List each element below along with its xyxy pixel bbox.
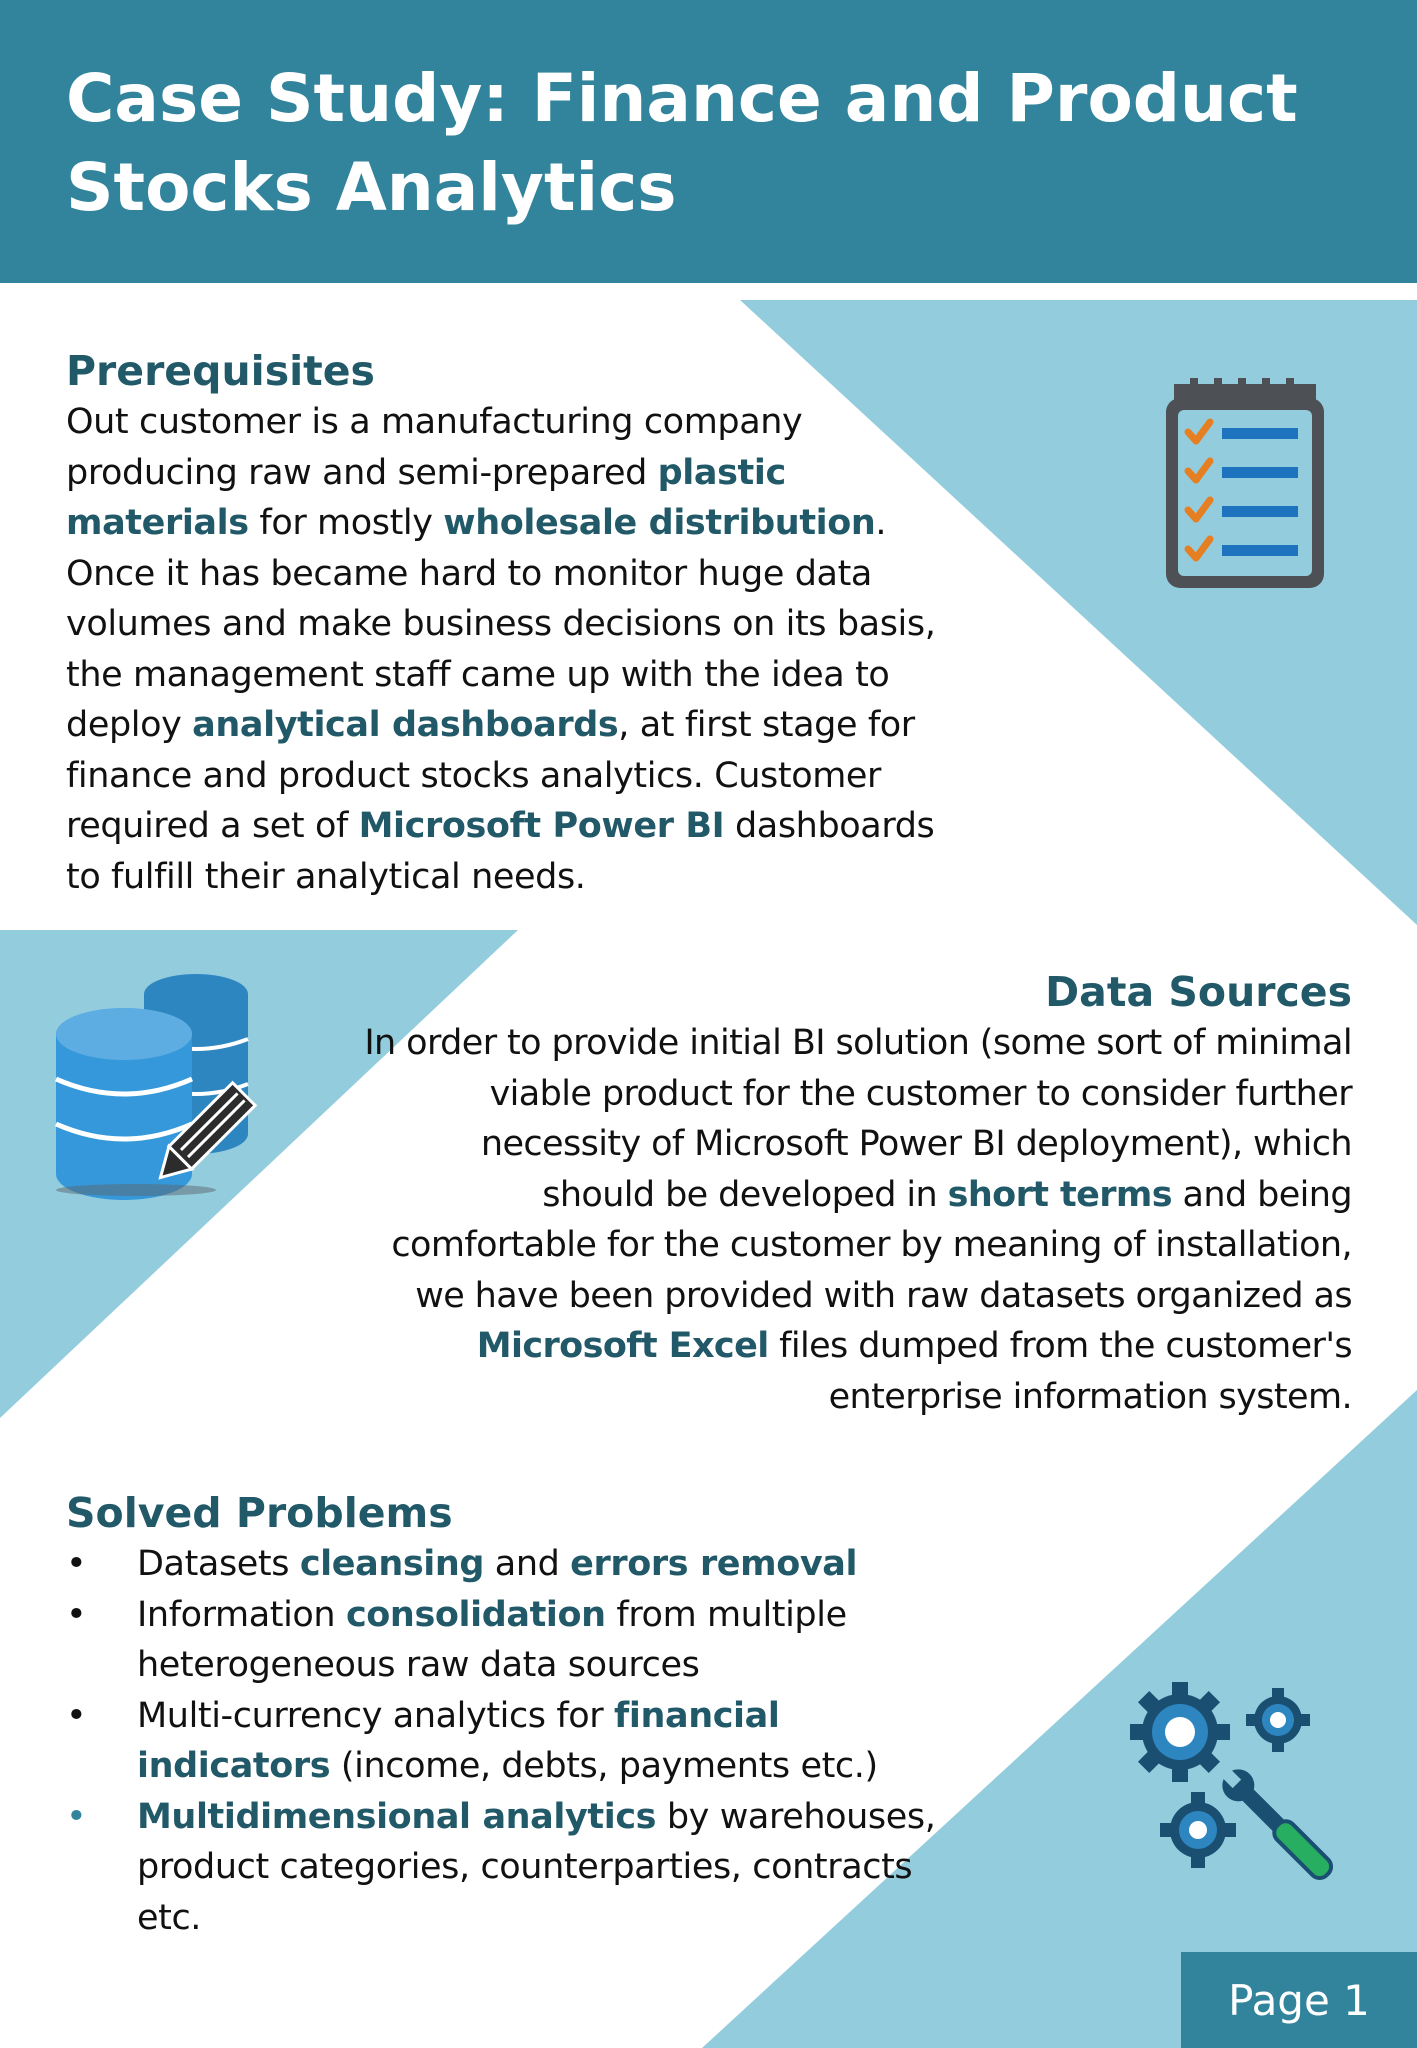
prerequisites-heading: Prerequisites <box>66 347 375 395</box>
solved-problems-list <box>66 1539 946 1943</box>
list-item: • Multidimensional analytics by warehouses, product categories, counterparties, contracts etc. <box>66 1792 946 1944</box>
solved-problems-heading: Solved Problems <box>66 1489 453 1537</box>
bullet-marker: • <box>66 1695 87 1736</box>
database-edit-icon <box>46 964 286 1208</box>
list-item: • Information consolidation from multiple heterogeneous raw data sources <box>66 1590 946 1691</box>
solved-problems-section <box>66 1487 946 1943</box>
page-number-badge <box>1181 1952 1417 2048</box>
page-number: Page 1 <box>1228 1975 1370 2025</box>
list-item: • Multi-currency analytics for financial indicators (income, debts, payments etc.) <box>66 1691 946 1792</box>
list-item: • Datasets cleansing and errors removal <box>66 1539 946 1590</box>
bullet-marker: • <box>66 1796 87 1837</box>
prerequisites-section <box>66 345 966 902</box>
data-sources-text: In order to provide initial BI solution (some sort of minimal viable product for the customer to consider further necessity of Microsoft Power BI deployment), which should be developed in short terms and being comfortable for the customer by meaning of installation, we have been provided with raw datasets organized as Microsoft Excel files dumped from the customer's enterprise information system. <box>364 1023 1352 1417</box>
title-line-2: Stocks Analytics <box>66 149 677 226</box>
bullet-marker: • <box>66 1544 87 1584</box>
page-title <box>66 54 1346 232</box>
header-banner <box>0 0 1417 283</box>
data-sources-heading: Data Sources <box>1045 968 1352 1016</box>
data-sources-section <box>360 966 1352 1422</box>
prerequisites-text: Out customer is a manufacturing company producing raw and semi-prepared plastic materials for mostly wholesale distribution. Once it has became hard to monitor huge data volumes and make business decisions on its basis, the management staff came up with the idea to deploy analytical dashboards, at first stage for finance and product stocks analytics. Customer required a set of Microsoft Power BI dashboards to fulfill their analytical needs. <box>66 402 936 897</box>
clipboard-checklist-icon <box>1160 378 1330 597</box>
bullet-marker: • <box>66 1594 87 1635</box>
gears-wrench-icon <box>1120 1672 1350 1906</box>
title-line-1: Case Study: Finance and Product <box>66 60 1298 137</box>
